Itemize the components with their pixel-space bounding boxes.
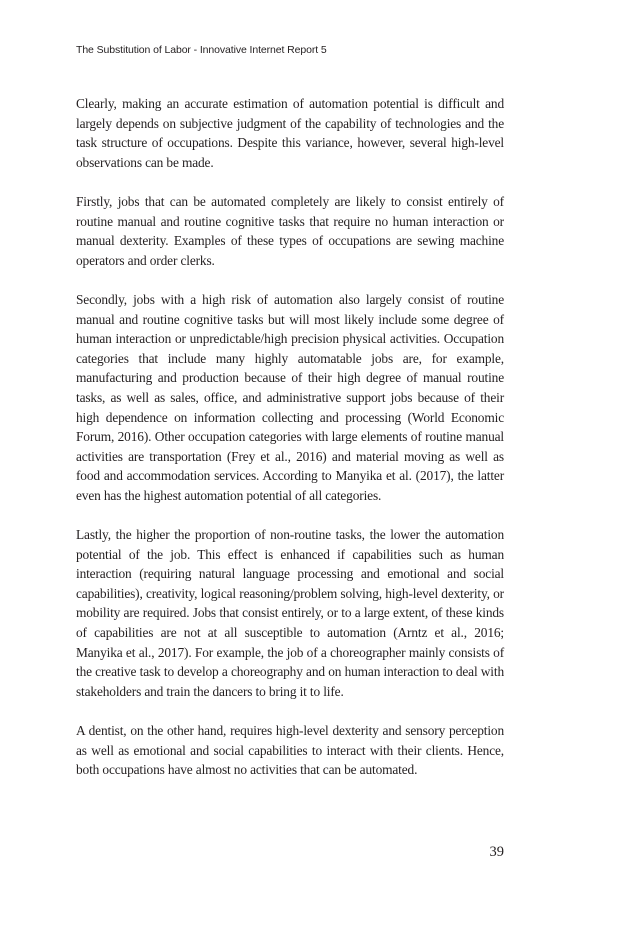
paragraph-estimation-difficulty: Clearly, making an accurate estimation of automation potential is difficult and largely depends on subjective judgment of the capability of technologies and the task structure of occupations. Despite this variance, however, several high-level observations can be made. <box>76 96 504 170</box>
paragraph-non-routine-tasks: Lastly, the higher the proportion of non-routine tasks, the lower the automation potential of the job. This effect is enhanced if capabilities such as human interaction (requiring natural language processing and emotional and social capabilities), creativity, logical reasoning/problem solving, high-level dexterity, or mobility are required. Jobs that consist entirely, or to a large extent, of these kinds of capabilities are not at all susceptible to automation (Arntz et al., 2016; Manyika et al., 2017). For example, the job of a choreographer mainly consists of the creative task to develop a choreography and on human interaction to deal with stakeholders and train the dancers to bring it to life. <box>76 527 504 699</box>
paragraph-dentist-example: A dentist, on the other hand, requires high-level dexterity and sensory perception as well as emotional and social capabilities to interact with their clients. Hence, both occupations have almost no activities that can be automated. <box>76 723 504 778</box>
running-header: The Substitution of Labor - Innovative Internet Report 5 <box>76 44 327 56</box>
paragraph-high-risk-jobs: Secondly, jobs with a high risk of automation also largely consist of routine manual and routine cognitive tasks but will most likely include some degree of human interaction or unpredictable/high precision physical activities. Occupation categories that include many highly automatable jobs are, for example, manufacturing and production because of their high degree of manual routine tasks, as well as sales, office, and administrative support jobs because of their high dependence on information collecting and processing (World Economic Forum, 2016). Other occupation categories with large elements of routine manual activities are transportation (Frey et al., 2016) and material moving as well as food and accommodation services. According to Manyika et al. (2017), the latter even has the highest automation potential of all categories. <box>76 291 504 503</box>
page-number: 39 <box>489 844 504 860</box>
paragraph-fully-automatable-jobs: Firstly, jobs that can be automated completely are likely to consist entirely of routine manual and routine cognitive tasks that require no human interaction or manual dexterity. Examples of these types of occupations are sewing machine operators and order clerks. <box>76 193 504 268</box>
body-text <box>76 94 504 799</box>
